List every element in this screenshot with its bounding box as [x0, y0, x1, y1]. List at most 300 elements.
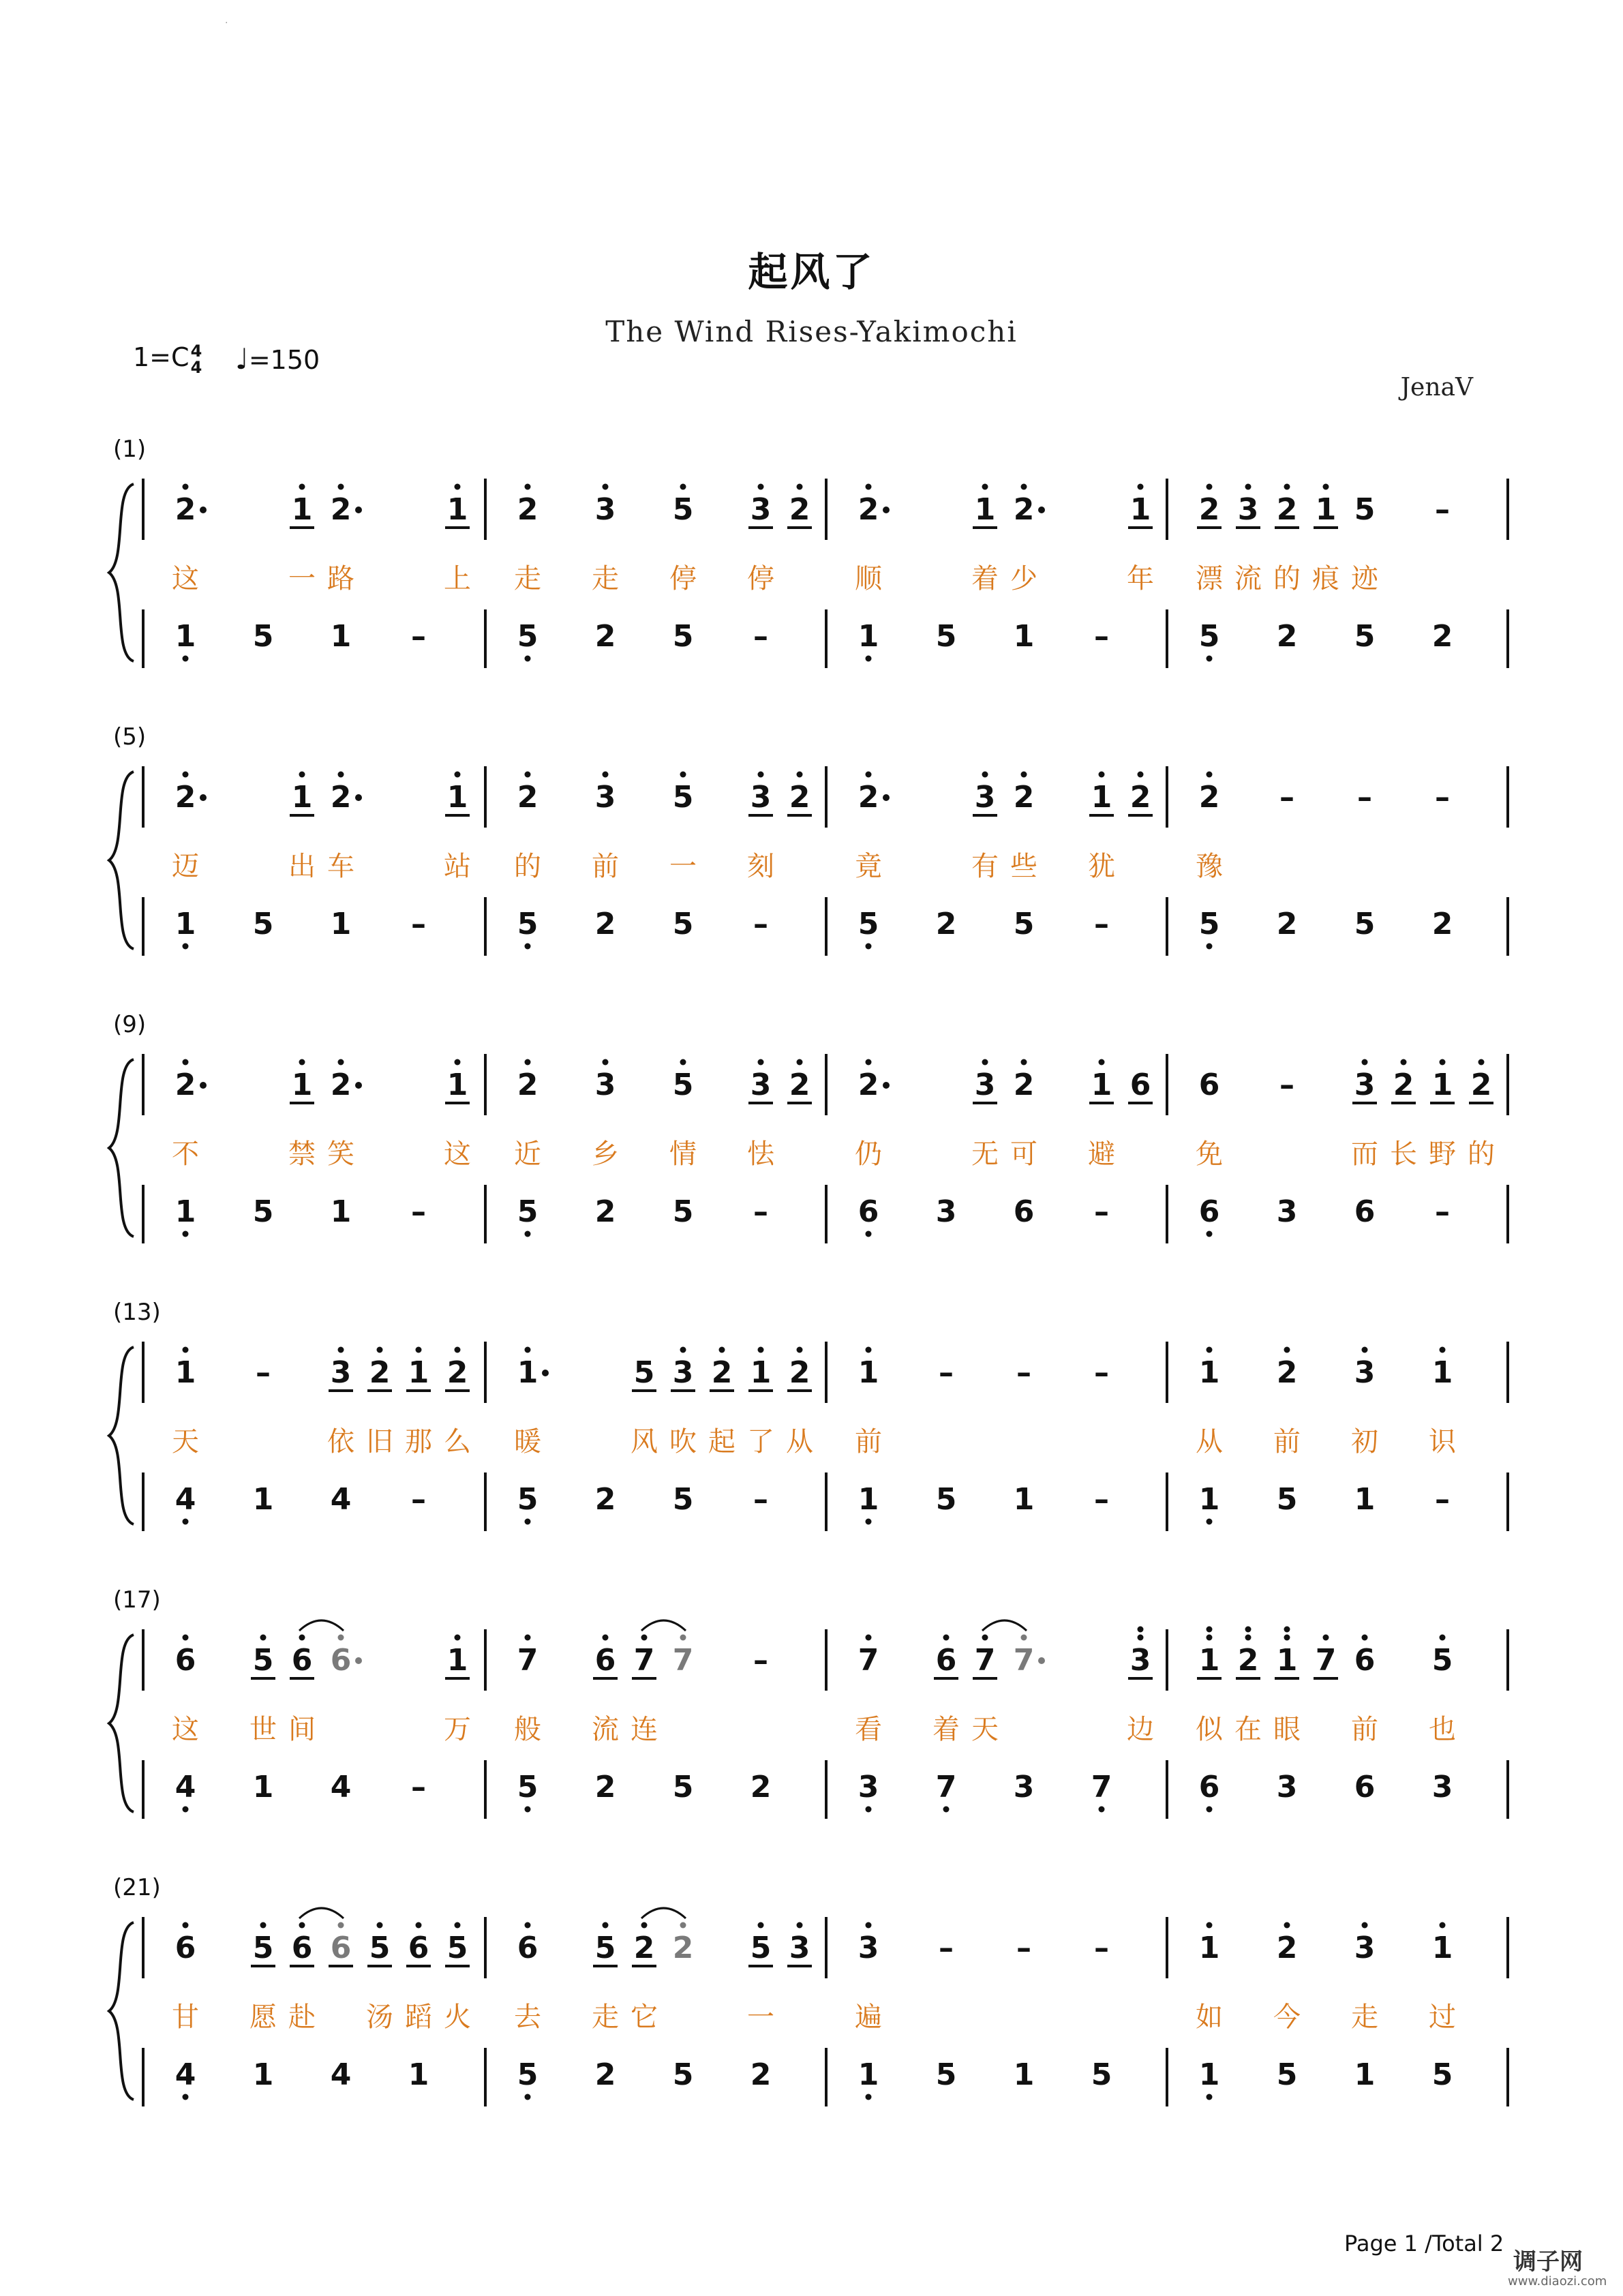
melody-note: 1 [1431, 1355, 1453, 1390]
lyric-char: 风 [631, 1426, 658, 1457]
bass-note: 4 [330, 2057, 352, 2092]
high-octave-dot [183, 772, 189, 778]
high-octave-dot [1207, 1922, 1213, 1929]
bass-note: 5 [672, 1482, 694, 1517]
lyric-char: 流 [592, 1714, 619, 1745]
melody-note: 3 [672, 1355, 694, 1390]
bass-note: 1 [1198, 2057, 1220, 2092]
melody-note: 5 [672, 1068, 694, 1102]
melody-note: 5 [594, 1931, 616, 1965]
dotted-note-dot [355, 1082, 362, 1089]
lyric-char: 路 [327, 563, 354, 594]
lyric-char: 边 [1127, 1714, 1154, 1745]
bass-note: 3 [1276, 1770, 1298, 1804]
lyric-char: 看 [855, 1714, 882, 1745]
melody-note: 5 [1354, 492, 1376, 527]
high-octave-dot [299, 1922, 305, 1929]
lyric-char: 前 [855, 1426, 882, 1457]
bass-note: 1 [1354, 2057, 1376, 2092]
bass-note: 6 [1198, 1770, 1220, 1804]
bass-note: – [1094, 907, 1109, 941]
melody-note: 6 [935, 1643, 957, 1678]
melody-note: 5 [446, 1931, 468, 1965]
high-octave-dot [1440, 1059, 1446, 1066]
bass-note: 2 [935, 907, 957, 941]
bass-note: 2 [594, 1770, 616, 1804]
measure-number: (13) [113, 1299, 161, 1326]
melody-note: 6 [330, 1931, 352, 1965]
melody-note: 2 [1013, 492, 1035, 527]
high-octave-dot [866, 1059, 872, 1066]
melody-note: 1 [1091, 1068, 1112, 1102]
bass-note: 2 [1431, 619, 1453, 654]
low-octave-dot [183, 656, 189, 662]
dotted-note-dot [200, 1082, 207, 1089]
high-octave-dot [1323, 1635, 1329, 1641]
melody-note: – [1279, 1068, 1294, 1102]
lyric-char: 初 [1351, 1426, 1378, 1457]
page-subtitle: The Wind Rises-Yakimochi [605, 315, 1018, 348]
lyric-char: 蹈 [405, 2002, 432, 2033]
lyric-char: 刻 [747, 851, 774, 882]
low-octave-dot [866, 2094, 872, 2100]
measure-number: (9) [113, 1011, 147, 1038]
high-octave-dot [338, 484, 344, 490]
low-octave-dot [1207, 1519, 1213, 1525]
high-octave-dot [1138, 1627, 1144, 1633]
lyric-char: 依 [327, 1426, 354, 1457]
quarter-note-icon: ♩ [235, 342, 249, 376]
bass-note: 5 [1431, 2057, 1453, 2092]
bass-note: 3 [1431, 1770, 1453, 1804]
melody-note: 5 [633, 1355, 655, 1390]
melody-note: – [939, 1931, 954, 1965]
low-octave-dot [866, 1519, 872, 1525]
lyric-char: 近 [514, 1138, 541, 1170]
melody-note: 6 [1129, 1068, 1151, 1102]
melody-note: – [1435, 780, 1450, 815]
lyric-char: 禁 [288, 1138, 316, 1170]
lyric-char: 迈 [172, 851, 199, 882]
melody-note: 6 [1354, 1643, 1376, 1678]
bass-note: 2 [750, 2057, 772, 2092]
melody-note: 2 [858, 1068, 879, 1102]
bass-note: – [753, 1194, 768, 1229]
high-octave-dot [1245, 1635, 1252, 1641]
bass-note: 7 [1091, 1770, 1112, 1804]
high-octave-dot [1401, 1059, 1407, 1066]
lyric-char: 情 [669, 1138, 697, 1170]
melody-note: 3 [330, 1355, 352, 1390]
melody-note: – [256, 1355, 271, 1390]
dotted-note-dot [542, 1370, 549, 1376]
lyric-char: 出 [288, 851, 316, 882]
high-octave-dot [680, 1922, 686, 1929]
lyric-char: 起 [708, 1426, 735, 1457]
high-octave-dot [183, 1635, 189, 1641]
bass-note: 5 [672, 1770, 694, 1804]
lyric-char: 一 [669, 851, 697, 882]
bass-note: 1 [1013, 2057, 1035, 2092]
high-octave-dot [1440, 1922, 1446, 1929]
high-octave-dot [416, 1922, 422, 1929]
bass-note: 6 [1354, 1194, 1376, 1229]
low-octave-dot [1207, 2094, 1213, 2100]
lyric-char: 去 [514, 2002, 541, 2033]
melody-note: 2 [858, 492, 879, 527]
lyric-char: 似 [1196, 1714, 1223, 1745]
melody-note: 3 [974, 1068, 996, 1102]
bass-note: 5 [672, 2057, 694, 2092]
high-octave-dot [797, 772, 803, 778]
melody-note: 3 [594, 780, 616, 815]
bass-note: 1 [858, 1482, 879, 1517]
tie-arc [299, 1620, 344, 1631]
high-octave-dot [758, 484, 764, 490]
bass-note: 2 [1431, 907, 1453, 941]
melody-note: 3 [750, 1068, 772, 1102]
tie-arc [982, 1620, 1027, 1631]
bass-note: – [411, 907, 426, 941]
high-octave-dot [982, 772, 988, 778]
brace-icon [109, 1347, 134, 1524]
melody-note: 6 [517, 1931, 539, 1965]
melody-note: 5 [1431, 1643, 1453, 1678]
stray-mark: · [225, 18, 228, 29]
lyric-char: 漂 [1196, 563, 1223, 594]
low-octave-dot [866, 1231, 872, 1237]
bass-note: 4 [175, 2057, 196, 2092]
melody-note: 5 [672, 780, 694, 815]
melody-note: 1 [446, 780, 468, 815]
melody-note: 2 [672, 1931, 694, 1965]
high-octave-dot [680, 1059, 686, 1066]
lyric-char: 停 [669, 563, 697, 594]
measure-number: (1) [113, 436, 147, 463]
high-octave-dot [1245, 484, 1252, 490]
high-octave-dot [982, 484, 988, 490]
lyric-char: 了 [747, 1426, 774, 1457]
bass-note: 6 [858, 1194, 879, 1229]
low-octave-dot [183, 1807, 189, 1813]
dotted-note-dot [1038, 507, 1045, 513]
bass-note: 5 [252, 907, 274, 941]
high-octave-dot [680, 1635, 686, 1641]
lyric-char: 停 [747, 563, 774, 594]
measure-number: (17) [113, 1586, 161, 1614]
bass-note: 5 [1354, 907, 1376, 941]
high-octave-dot [1021, 484, 1027, 490]
high-octave-dot [1021, 1635, 1027, 1641]
melody-note: 3 [1354, 1931, 1376, 1965]
bass-note: – [411, 1194, 426, 1229]
lyric-char: 暖 [514, 1426, 541, 1457]
bass-note: 1 [252, 1770, 274, 1804]
melody-note: – [1357, 780, 1372, 815]
bass-note: 5 [1013, 907, 1035, 941]
melody-note: 1 [1198, 1643, 1220, 1678]
dotted-note-dot [355, 794, 362, 801]
high-octave-dot [1362, 1922, 1368, 1929]
lyric-char: 一 [288, 563, 316, 594]
melody-note: 2 [330, 1068, 352, 1102]
bass-note: 1 [1013, 1482, 1035, 1517]
measure-number: (21) [113, 1874, 161, 1901]
lyric-char: 过 [1429, 2002, 1456, 2033]
high-octave-dot [641, 1922, 648, 1929]
lyric-char: 乡 [592, 1138, 619, 1170]
melody-note: 2 [858, 780, 879, 815]
bass-note: – [1094, 619, 1109, 654]
lyric-char: 世 [249, 1714, 277, 1745]
melody-note: 3 [1129, 1643, 1151, 1678]
bass-note: 5 [517, 1194, 539, 1229]
melody-note: – [1016, 1355, 1031, 1390]
melody-note: 2 [330, 780, 352, 815]
lyric-char: 这 [444, 1138, 471, 1170]
high-octave-dot [603, 1635, 609, 1641]
bass-note: 2 [594, 2057, 616, 2092]
high-octave-dot [797, 1059, 803, 1066]
lyric-char: 流 [1234, 563, 1262, 594]
bass-note: 2 [1276, 907, 1298, 941]
lyric-char: 可 [1010, 1138, 1037, 1170]
lyric-char: 走 [514, 563, 541, 594]
lyric-char: 上 [444, 563, 471, 594]
bass-note: – [1435, 1194, 1450, 1229]
melody-note: 7 [633, 1643, 655, 1678]
melody-note: 3 [858, 1931, 879, 1965]
dotted-note-dot [1038, 1657, 1045, 1664]
bass-note: 5 [1354, 619, 1376, 654]
melody-note: 2 [789, 780, 810, 815]
melody-note: 2 [1129, 780, 1151, 815]
high-octave-dot [866, 1347, 872, 1353]
lyric-char: 从 [1196, 1426, 1223, 1457]
high-octave-dot [1284, 1922, 1290, 1929]
melody-note: 3 [750, 780, 772, 815]
lyric-char: 着 [932, 1714, 960, 1745]
high-octave-dot [455, 1059, 461, 1066]
lyric-char: 竟 [855, 851, 882, 882]
melody-note: 6 [291, 1643, 313, 1678]
high-octave-dot [183, 1347, 189, 1353]
key-label: 1=C [133, 342, 189, 372]
bass-note: 5 [252, 1194, 274, 1229]
melody-note: 2 [175, 1068, 196, 1102]
melody-note: 1 [291, 1068, 313, 1102]
high-octave-dot [183, 484, 189, 490]
melody-note: 2 [1013, 1068, 1035, 1102]
lyric-char: 间 [288, 1714, 316, 1745]
lyric-char: 怯 [747, 1138, 774, 1170]
melody-note: 2 [175, 492, 196, 527]
high-octave-dot [525, 1347, 531, 1353]
lyric-char: 吹 [669, 1426, 697, 1457]
lyric-char: 笑 [327, 1138, 354, 1170]
lyric-char: 仍 [855, 1138, 882, 1170]
bass-note: – [1094, 1194, 1109, 1229]
high-octave-dot [260, 1922, 267, 1929]
lyric-char: 迹 [1351, 563, 1378, 594]
bass-note: 3 [1276, 1194, 1298, 1229]
bass-note: 3 [858, 1770, 879, 1804]
high-octave-dot [1284, 1347, 1290, 1353]
melody-note: 6 [408, 1931, 429, 1965]
bass-note: – [1094, 1482, 1109, 1517]
high-octave-dot [525, 772, 531, 778]
low-octave-dot [525, 943, 531, 950]
high-octave-dot [758, 1059, 764, 1066]
melody-note: – [1094, 1931, 1109, 1965]
lyric-char: 前 [1273, 1426, 1301, 1457]
low-octave-dot [183, 2094, 189, 2100]
low-octave-dot [866, 656, 872, 662]
lyric-char: 走 [1351, 2002, 1378, 2033]
melody-note: 2 [1470, 1068, 1492, 1102]
lyric-char: 火 [444, 2002, 471, 2033]
brand-watermark: 调子网 [1513, 2248, 1583, 2276]
melody-note: 2 [369, 1355, 391, 1390]
melody-note: 1 [408, 1355, 429, 1390]
lyric-char: 天 [971, 1714, 999, 1745]
dotted-note-dot [200, 794, 207, 801]
melody-note: 7 [517, 1643, 539, 1678]
lyric-char: 豫 [1196, 851, 1223, 882]
melody-note: 2 [1276, 492, 1298, 527]
bass-note: – [411, 1770, 426, 1804]
high-octave-dot [1207, 1347, 1213, 1353]
lyric-char: 车 [327, 851, 354, 882]
low-octave-dot [183, 1231, 189, 1237]
dotted-note-dot [883, 1082, 890, 1089]
melody-note: 3 [1354, 1068, 1376, 1102]
high-octave-dot [641, 1635, 648, 1641]
high-octave-dot [455, 772, 461, 778]
lyric-char: 旧 [366, 1426, 393, 1457]
bass-note: 7 [935, 1770, 957, 1804]
bass-note: – [753, 1482, 768, 1517]
low-octave-dot [866, 1807, 872, 1813]
melody-note: 3 [594, 1068, 616, 1102]
lyric-char: 站 [444, 851, 471, 882]
melody-note: 2 [517, 492, 539, 527]
lyric-char: 万 [444, 1714, 471, 1745]
time-sig-numerator: 4 [190, 341, 202, 361]
high-octave-dot [338, 1922, 344, 1929]
high-octave-dot [866, 772, 872, 778]
lyric-char: 野 [1429, 1138, 1456, 1170]
high-octave-dot [455, 484, 461, 490]
high-octave-dot [866, 484, 872, 490]
high-octave-dot [525, 1635, 531, 1641]
melody-note: 1 [1091, 780, 1112, 815]
high-octave-dot [1323, 484, 1329, 490]
high-octave-dot [1362, 1347, 1368, 1353]
melody-note: 3 [750, 492, 772, 527]
high-octave-dot [1478, 1059, 1485, 1066]
melody-note: 3 [974, 780, 996, 815]
melody-note: 2 [446, 1355, 468, 1390]
melody-note: 2 [1198, 780, 1220, 815]
lyric-char: 少 [1010, 563, 1037, 594]
bass-note: 5 [935, 1482, 957, 1517]
bass-note: 1 [175, 1194, 196, 1229]
melody-note: 2 [1276, 1931, 1298, 1965]
lyric-char: 在 [1234, 1714, 1262, 1745]
low-octave-dot [525, 1519, 531, 1525]
lyric-char: 今 [1273, 2002, 1301, 2033]
high-octave-dot [1284, 484, 1290, 490]
bass-note: 2 [1276, 619, 1298, 654]
page-title: 起风了 [748, 249, 875, 295]
bass-note: 1 [175, 619, 196, 654]
brace-icon [109, 484, 134, 661]
high-octave-dot [680, 1347, 686, 1353]
high-octave-dot [260, 1635, 267, 1641]
bass-note: 2 [594, 907, 616, 941]
melody-note: 2 [1198, 492, 1220, 527]
melody-note: 2 [175, 780, 196, 815]
bass-note: 3 [1013, 1770, 1035, 1804]
low-octave-dot [525, 1231, 531, 1237]
melody-note: 1 [175, 1355, 196, 1390]
bass-note: 4 [330, 1770, 352, 1804]
melody-note: – [1094, 1355, 1109, 1390]
bass-note: 5 [252, 619, 274, 654]
low-octave-dot [183, 1519, 189, 1525]
melody-note: 6 [291, 1931, 313, 1965]
high-octave-dot [603, 1922, 609, 1929]
bass-note: 1 [175, 907, 196, 941]
lyric-char: 这 [172, 563, 199, 594]
melody-note: 1 [291, 492, 313, 527]
high-octave-dot [797, 1347, 803, 1353]
high-octave-dot [338, 1059, 344, 1066]
bass-note: 1 [252, 2057, 274, 2092]
brace-icon [109, 1059, 134, 1237]
bass-note: 5 [672, 619, 694, 654]
melody-note: 6 [594, 1643, 616, 1678]
bass-note: 6 [1198, 1194, 1220, 1229]
lyric-char: 走 [592, 563, 619, 594]
tie-arc [299, 1908, 344, 1918]
lyric-char: 痕 [1312, 563, 1339, 594]
melody-note: 1 [1431, 1068, 1453, 1102]
melody-note: 6 [175, 1931, 196, 1965]
high-octave-dot [1138, 484, 1144, 490]
bass-note: 1 [330, 907, 352, 941]
high-octave-dot [797, 1922, 803, 1929]
melody-note: 6 [330, 1643, 352, 1678]
bass-note: 3 [935, 1194, 957, 1229]
high-octave-dot [680, 772, 686, 778]
melody-note: – [939, 1355, 954, 1390]
melody-note: 1 [1315, 492, 1337, 527]
lyric-char: 这 [172, 1714, 199, 1745]
bass-note: 5 [672, 1194, 694, 1229]
lyric-char: 么 [444, 1426, 471, 1457]
lyric-char: 走 [592, 2002, 619, 2033]
low-octave-dot [525, 656, 531, 662]
lyric-char: 连 [631, 1714, 658, 1745]
melody-note: 1 [1198, 1931, 1220, 1965]
high-octave-dot [982, 1059, 988, 1066]
low-octave-dot [1207, 1807, 1213, 1813]
lyric-char: 愿 [249, 2002, 277, 2033]
lyric-char: 那 [405, 1426, 432, 1457]
bass-note: 5 [1276, 1482, 1298, 1517]
